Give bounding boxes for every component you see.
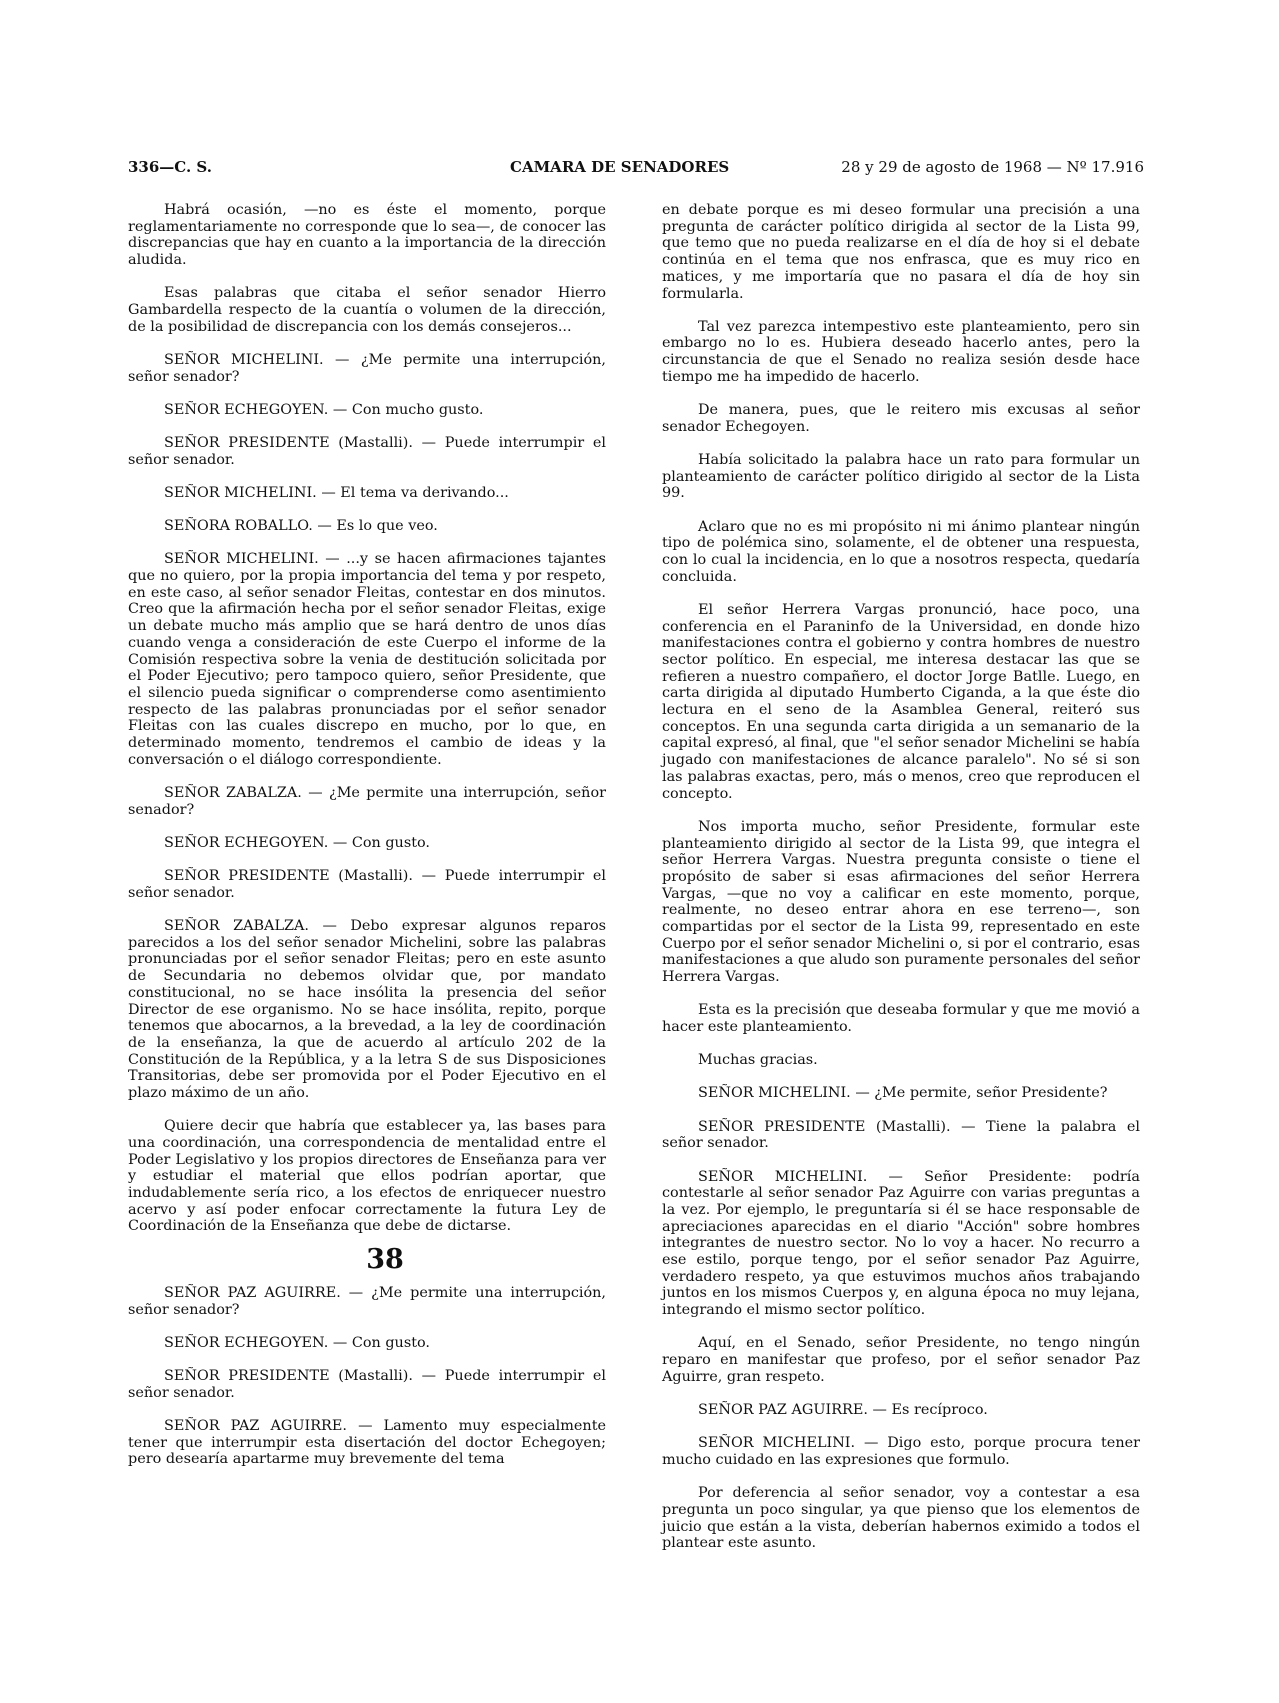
paragraph: SEÑORA ROBALLO. — Es lo que veo. [164, 518, 438, 535]
paragraph: SEÑOR PAZ AGUIRRE. — Es recíproco. [698, 1401, 988, 1418]
paragraph: SEÑOR PAZ AGUIRRE. — Lamento muy especialmente tener que interrumpir esta disertación del doctor Echegoyen; pero desearía apartarme muy brevemente del tema [128, 1417, 606, 1468]
paragraph: SEÑOR MICHELINI. — ...y se hacen afirmaciones tajantes que no quiero, por la propia importancia del tema y por respeto, en este caso, al señor senador Fleitas, contestar en dos minutos. Creo que la afirmación hecha por el señor senador Fleitas, exige un debate mucho más amplio que se hará dentro de unos días cuando venga a consideración de este Cuerpo el informe de la Comisión respectiva sobre la venia de destitución solicitada por el Poder Ejecutivo; pero tampoco quiero, señor Presidente, que el silencio pueda significar o comprenderse como asentimiento respecto de las palabras pronunciadas por el señor senador Fleitas con las cuales discrepo en mucho, por lo que, en determinado momento, tendremos el cambio de ideas y la conversación o el diálogo correspondiente. [128, 551, 606, 768]
paragraph: SEÑOR ZABALZA. — ¿Me permite una interrupción, señor senador? [128, 784, 606, 818]
paragraph: SEÑOR MICHELINI. — ¿Me permite, señor Presidente? [698, 1085, 1108, 1102]
paragraph: SEÑOR MICHELINI. — ¿Me permite una interrupción, señor senador? [128, 351, 606, 385]
paragraph: SEÑOR PRESIDENTE (Mastalli). — Puede interrumpir el señor senador. [128, 435, 606, 468]
paragraph: SEÑOR PAZ AGUIRRE. — ¿Me permite una interrupción, señor senador? [128, 1284, 606, 1318]
paragraph: SEÑOR ECHEGOYEN. — Con gusto. [164, 834, 430, 851]
paragraph: SEÑOR PRESIDENTE (Mastalli). — Tiene la palabra el señor senador. [662, 1118, 1140, 1152]
paragraph: Nos importa mucho, señor Presidente, formular este planteamiento dirigido al sector de la Lista 99, que integra el señor Herrera Vargas. Nuestra pregunta consiste o tiene el propósito de saber si esas afirmaciones del señor Herrera Vargas, —que no voy a calificar en este momento, porque, realmente, no deseo entrar ahora en ese terreno—, son compartidas por el sector de la Lista 99, representado en este Cuerpo por el señor senador Michelini o, si por el contrario, esas manifestaciones a que aludo son puramente personales del señor Herrera Vargas. [662, 818, 1140, 986]
issue-date: 28 y 29 de agosto de 1968 — Nº 17.916 [841, 158, 1144, 176]
paragraph: SEÑOR PRESIDENTE (Mastalli). — Puede interrumpir el señor senador. [128, 1367, 606, 1401]
paragraph: SEÑOR ECHEGOYEN. — Con mucho gusto. [164, 401, 484, 418]
paragraph: Quiere decir que habría que establecer ya, las bases para una coordinación, una correspondencia de mentalidad entre el Poder Legislativo y los propios directores de Enseñanza para ver y estudiar el material que ellos podrían aportar, que indudablemente sería rico, a los efectos de enriquecer nuestro acervo y así poder enfocar correctamente la futura Ley de Coordinación de la Enseñanza que debe de dictarse. [128, 1118, 606, 1235]
paragraph: SEÑOR MICHELINI. — El tema va derivando... [164, 484, 509, 501]
section-number: 38 [366, 1243, 404, 1275]
paragraph: Habrá ocasión, —no es éste el momento, porque reglamentariamente no corresponde que lo sea—, de conocer las discrepancias que hay en cuanto a la importancia de la dirección aludida. [128, 202, 606, 269]
paragraph: Tal vez parezca intempestivo este planteamiento, pero sin embargo no lo es. Hubiera deseado hacerlo antes, pero la circunstancia de que el Senado no realiza sesión desde hace tiempo me ha impedido de hacerlo. [662, 318, 1140, 385]
paragraph: SEÑOR ZABALZA. — Debo expresar algunos reparos parecidos a los del señor senador Michelini, sobre las palabras pronunciadas por el señor senador Fleitas; pero en este asunto de Secundaria no debemos olvidar que, por mandato constitucional, no se hace insólita la presencia del señor Director de ese organismo. No se hace insólita, repito, porque tenemos que abocarnos, a la brevedad, a la ley de coordinación de la enseñanza, la que de acuerdo al artículo 202 de la Constitución de la República, y a la letra S de sus Disposiciones Transitorias, debe ser promovida por el Poder Ejecutivo en el plazo máximo de un año. [128, 918, 606, 1102]
paragraph: SEÑOR MICHELINI. — Digo esto, porque procura tener mucho cuidado en las expresiones que formulo. [662, 1435, 1140, 1468]
paragraph: SEÑOR MICHELINI. — Señor Presidente: podría contestarle al señor senador Paz Aguirre con varias preguntas a la vez. Por ejemplo, le preguntaría si él se hace responsable de apreciaciones aparecidas en el diario "Acción" sobre hombres integrantes de nuestro sector. No lo voy a hacer. No recurro a ese estilo, porque tengo, por el señor senador Paz Aguirre, verdadero respeto, ya que estuvimos muchos años trabajando juntos en los mismos Cuerpos y, en alguna época no muy lejana, integrando el mismo sector político. [662, 1168, 1140, 1319]
paragraph: SEÑOR ECHEGOYEN. — Con gusto. [164, 1334, 430, 1351]
left-column [128, 202, 606, 1484]
paragraph: Muchas gracias. [698, 1052, 818, 1069]
page-header [128, 158, 1144, 182]
paragraph: Por deferencia al señor senador, voy a contestar a esa pregunta un poco singular, ya que pienso que los elementos de juicio que están a la vista, deberían habernos eximido a todos el plantear este asunto. [662, 1485, 1140, 1552]
paragraph: Aquí, en el Senado, señor Presidente, no tengo ningún reparo en manifestar que profeso, por el señor senador Paz Aguirre, gran respeto. [662, 1335, 1140, 1385]
paragraph: Había solicitado la palabra hace un rato para formular un planteamiento de carácter político dirigido al sector de la Lista 99. [662, 451, 1140, 502]
paragraph: en debate porque es mi deseo formular una precisión a una pregunta de carácter político dirigida al sector de la Lista 99, que temo que no pueda realizarse en el día de hoy si el debate continúa en el tema que nos enfrasca, que es muy rico en matices, y me importaría que no pasara el día de hoy sin formularla. [662, 202, 1140, 302]
right-column [662, 202, 1140, 1568]
paragraph: Esas palabras que citaba el señor senador Hierro Gambardella respecto de la cuantía o volumen de la dirección, de la posibilidad de discrepancia con los demás consejeros... [128, 285, 606, 335]
paragraph: De manera, pues, que le reitero mis excusas al señor senador Echegoyen. [662, 402, 1140, 435]
paragraph: SEÑOR PRESIDENTE (Mastalli). — Puede interrumpir el señor senador. [128, 868, 606, 901]
paragraph: El señor Herrera Vargas pronunció, hace poco, una conferencia en el Paraninfo de la Universidad, en donde hizo manifestaciones contra el gobierno y contra hombres de nuestro sector político. En especial, me interesa destacar las que se refieren a nuestro compañero, el doctor Jorge Batlle. Luego, en carta dirigida al diputado Humberto Ciganda, a la que éste dio lectura en el seno de la Asamblea General, reiteró sus conceptos. En una segunda carta dirigida a un semanario de la capital expresó, al final, que "el señor senador Michelini se había jugado con manifestaciones de alcance paralelo". No sé si son las palabras exactas, pero, más o menos, creo que reproducen el concepto. [662, 601, 1140, 802]
page-reference: 336—C. S. [128, 158, 212, 176]
chamber-title: CAMARA DE SENADORES [510, 158, 730, 176]
paragraph: Esta es la precisión que deseaba formular y que me movió a hacer este planteamiento. [662, 1002, 1140, 1036]
paragraph: Aclaro que no es mi propósito ni mi ánimo plantear ningún tipo de polémica sino, solamente, el de obtener una respuesta, con lo cual la incidencia, en lo que a nosotros respecta, quedaría concluida. [662, 518, 1140, 585]
